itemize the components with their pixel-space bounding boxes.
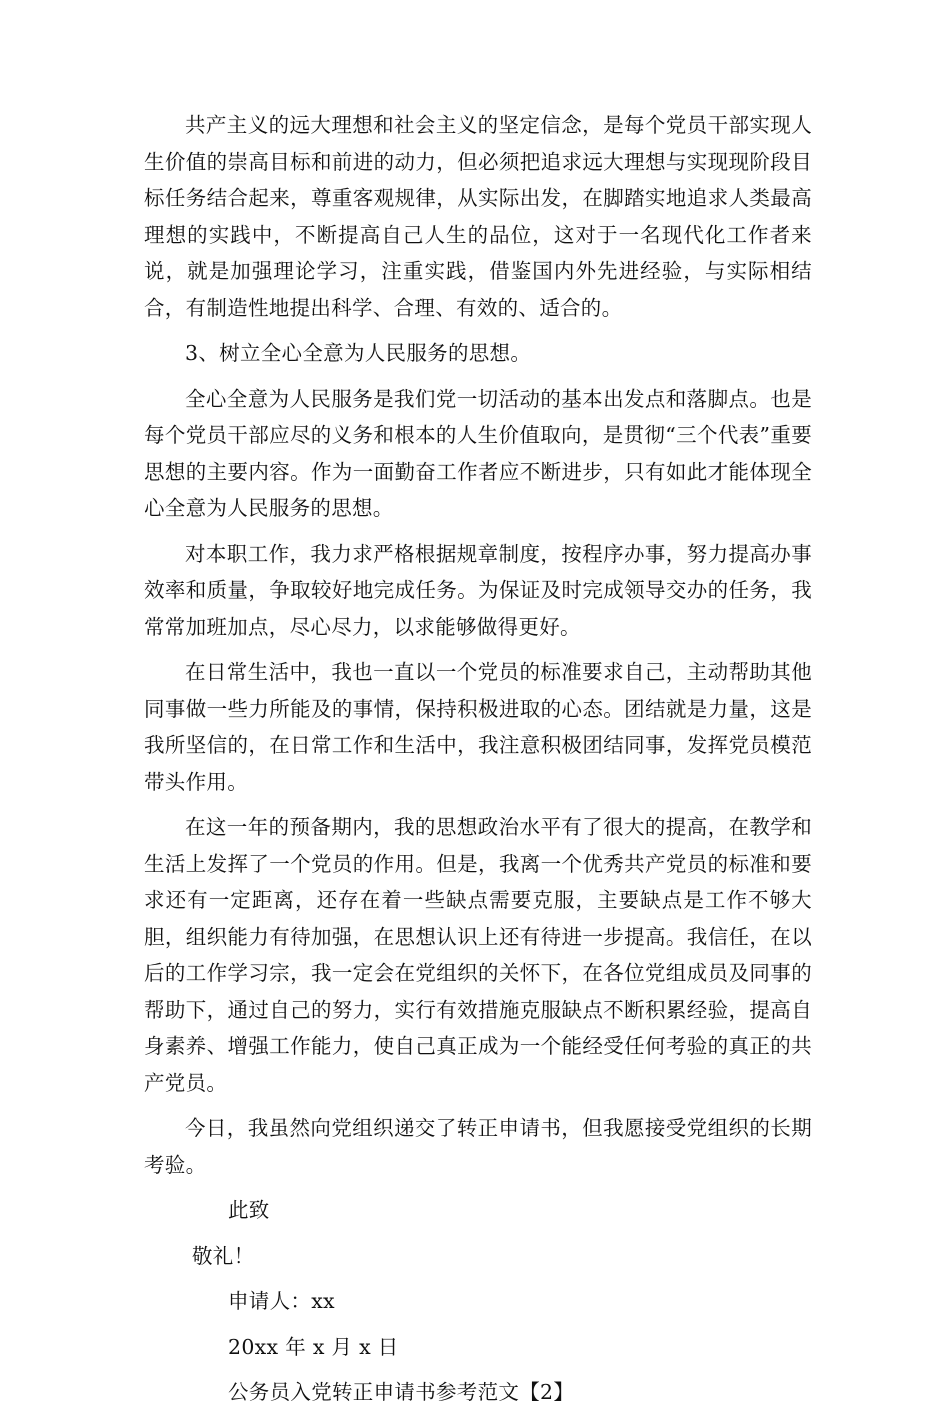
paragraph-serve-people: 全心全意为人民服务是我们党一切活动的基本出发点和落脚点。也是每个党员干部应尽的义务和根本的人生价值取向，是贯彻“三个代表”重要思想的主要内容。作为一面勤奋工作者应不断进步，只有如此才能体现全心全意为人民服务的思想。 <box>144 386 812 520</box>
section-heading-serve-people: 3、树立全心全意为人民服务的思想。 <box>185 341 532 365</box>
paragraph-work-duties: 对本职工作，我力求严格根据规章制度，按程序办事，努力提高办事效率和质量，争取较好地完成任务。为保证及时完成领导交办的任务，我常常加班加点，尽心尽力，以求能够做得更好。 <box>144 541 812 639</box>
salute-text: 敬礼！ <box>192 1243 255 1268</box>
paragraph-ideals: 共产主义的远大理想和社会主义的坚定信念，是每个党员干部实现人生价值的崇高目标和前进的动力，但必须把追求远大理想与实现现阶段目标任务结合起来，尊重客观规律，从实际出发，在脚踏实地追求人类最高理想的实践中，不断提高自己人生的品位，这对于一名现代化工作者来说，就是加强理论学习，注重实践，借鉴国内外先进经验，与实际相结合，有制造性地提出科学、合理、有效的、适合的。 <box>144 113 812 320</box>
paragraph-daily-life: 在日常生活中，我也一直以一个党员的标准要求自己，主动帮助其他同事做一些力所能及的事情，保持积极进取的心态。团结就是力量，这是我所坚信的，在日常工作和生活中，我注意积极团结同事，发挥党员模范带头作用。 <box>144 660 812 794</box>
closing-text: 此致 <box>228 1198 270 1222</box>
document-body <box>144 107 812 1420</box>
paragraph-submission: 今日，我虽然向党组织递交了转正申请书，但我愿接受党组织的长期考验。 <box>144 1116 812 1177</box>
applicant-name: 申请人：xx <box>228 1289 335 1313</box>
application-date: 20xx 年 x 月 x 日 <box>228 1334 399 1359</box>
paragraph-probation-year: 在这一年的预备期内，我的思想政治水平有了很大的提高，在教学和生活上发挥了一个党员的作用。但是，我离一个优秀共产党员的标准和要求还有一定距离，还存在着一些缺点需要克服，主要缺点是工作不够大胆，组织能力有待加强，在思想认识上还有待进一步提高。我信任，在以后的工作学习宗，我一定会在党组织的关怀下，在各位党组成员及同事的帮助下，通过自己的努力，实行有效措施克服缺点不断积累经验，提高自身素养、增强工作能力，使自己真正成为一个能经受任何考验的真正的共产党员。 <box>144 815 812 1095</box>
next-section-title: 公务员入党转正申请书参考范文【2】 <box>228 1380 575 1404</box>
